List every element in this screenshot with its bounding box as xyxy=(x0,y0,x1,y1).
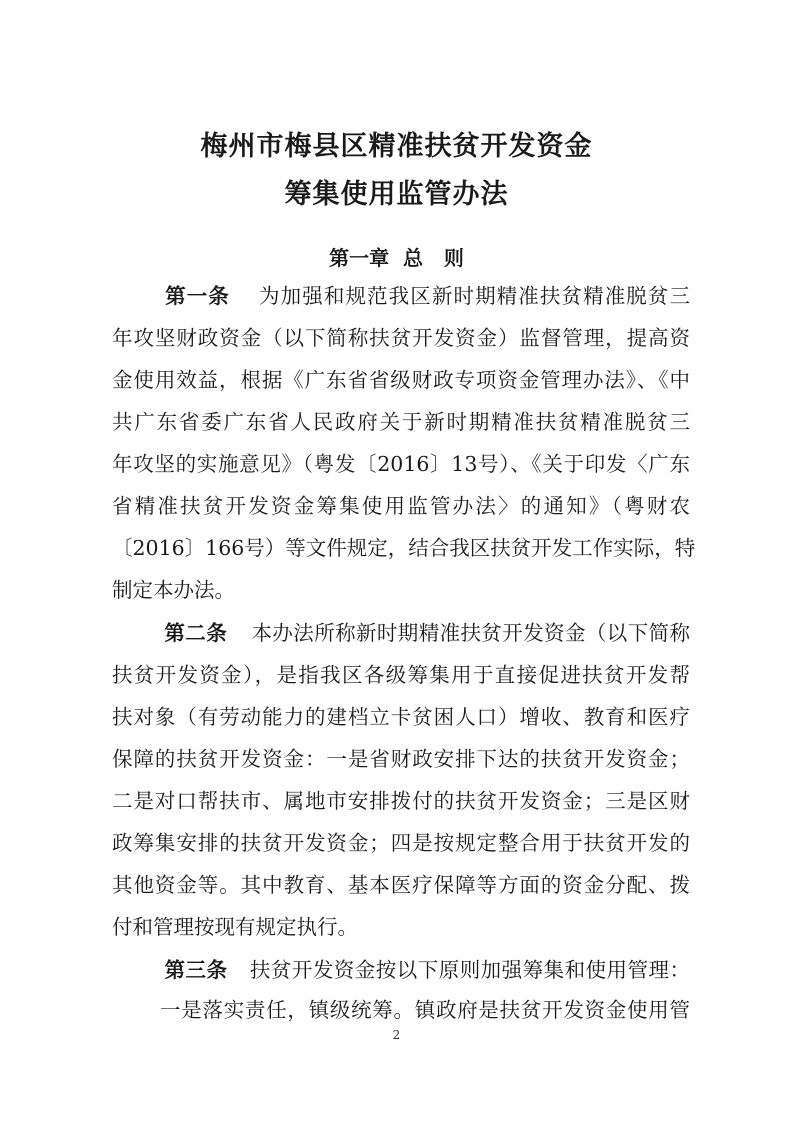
article-2-line-8: 付和管理按现有规定执行。 xyxy=(112,915,358,939)
article-3-label: 第三条 xyxy=(164,958,228,982)
article-1-line-4: 共广东省委广东省人民政府关于新时期精准扶贫精准脱贫三 xyxy=(112,410,690,434)
article-3-line-1 xyxy=(112,957,690,983)
article-2-line-2: 扶贫开发资金），是指我区各级筹集用于直接促进扶贫开发帮 xyxy=(112,663,690,687)
article-2-line-3: 扶对象（有劳动能力的建档立卡贫困人口）增收、教育和医疗 xyxy=(112,705,690,729)
document-title-line-2: 筹集使用监管办法 xyxy=(284,179,509,210)
article-2-label: 第二条 xyxy=(164,621,228,645)
article-1-text-1: 为加强和规范我区新时期精准扶贫精准脱贫三 xyxy=(257,284,691,308)
article-1-line-2: 年攻坚财政资金（以下简称扶贫开发资金）监督管理，提高资 xyxy=(112,326,690,350)
page-number: 2 xyxy=(392,1028,401,1042)
article-2-text-1: 本办法所称新时期精准扶贫开发资金（以下简称 xyxy=(251,621,691,645)
document-title-line-1: 梅州市梅县区精准扶贫开发资金 xyxy=(200,131,593,162)
article-1-line-7: 〔2016〕166号）等文件规定，结合我区扶贫开发工作实际，特 xyxy=(112,536,696,560)
article-2-line-4: 保障的扶贫开发资金：一是省财政安排下达的扶贫开发资金； xyxy=(112,747,690,771)
chapter-heading: 第一章 总 则 xyxy=(329,246,464,270)
article-2-line-5: 二是对口帮扶市、属地市安排拨付的扶贫开发资金；三是区财 xyxy=(112,789,690,813)
article-2-line-6: 政筹集安排的扶贫开发资金；四是按规定整合用于扶贫开发的 xyxy=(112,831,690,855)
article-1-line-5: 年攻坚的实施意见》（粤发〔2016〕13号）、《关于印发〈广东 xyxy=(112,452,690,476)
article-2-line-1 xyxy=(112,620,690,646)
article-1-line-8: 制定本办法。 xyxy=(112,578,235,602)
article-1-line-6: 省精准扶贫开发资金筹集使用监管办法〉的通知》（粤财农 xyxy=(112,494,690,518)
article-2-line-7: 其他资金等。其中教育、基本医疗保障等方面的资金分配、拨 xyxy=(112,873,690,897)
article-1-label: 第一条 xyxy=(164,284,230,308)
article-1-line-1 xyxy=(112,283,690,309)
article-1-line-3: 金使用效益，根据《广东省省级财政专项资金管理办法》、《中 xyxy=(112,368,690,392)
article-3-text-1: 扶贫开发资金按以下原则加强筹集和使用管理： xyxy=(249,958,691,982)
article-3-line-2: 一是落实责任，镇级统筹。镇政府是扶贫开发资金使用管 xyxy=(160,998,690,1022)
